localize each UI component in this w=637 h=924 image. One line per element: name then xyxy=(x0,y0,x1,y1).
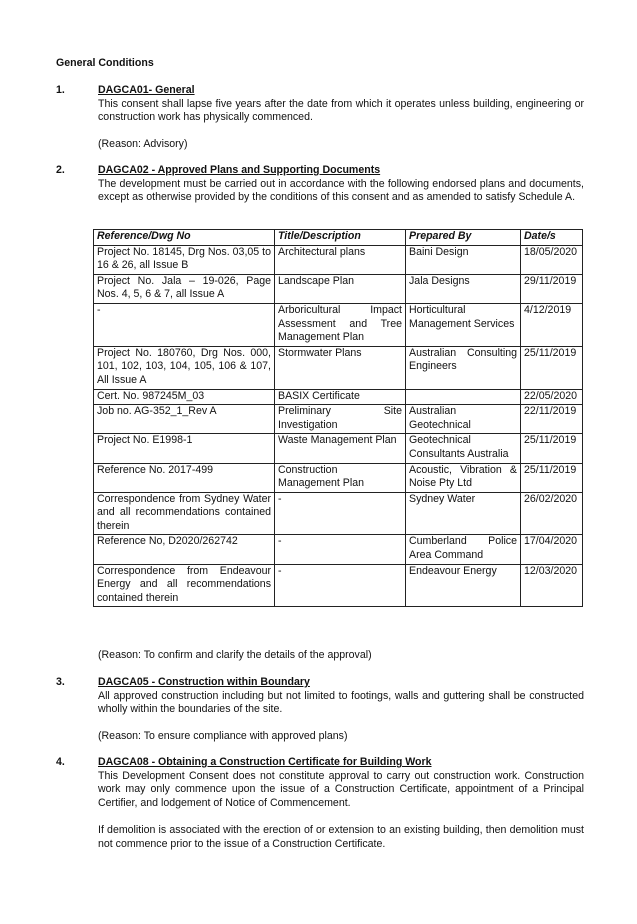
table-cell: 17/04/2020 xyxy=(521,535,583,564)
table-header-row xyxy=(94,230,583,246)
condition-2-reason-block xyxy=(56,649,584,663)
table-cell: Waste Management Plan xyxy=(275,434,406,463)
table-cell: Construction Management Plan xyxy=(275,463,406,492)
table-row xyxy=(94,274,583,303)
table-row xyxy=(94,564,583,607)
table-row xyxy=(94,389,583,405)
table-cell: Cert. No. 987245M_03 xyxy=(94,389,275,405)
table-cell: 29/11/2019 xyxy=(521,274,583,303)
table-cell: - xyxy=(275,564,406,607)
table-cell: Project No. E1998-1 xyxy=(94,434,275,463)
condition-body: This consent shall lapse five years after the date from which it operates unless building, engineering or construction work has physically commenced. xyxy=(98,97,584,124)
table-cell: - xyxy=(275,535,406,564)
table-cell: Endeavour Energy xyxy=(406,564,521,607)
table-cell: 22/11/2019 xyxy=(521,405,583,434)
table-cell: Baini Design xyxy=(406,245,521,274)
condition-number: 3. xyxy=(56,676,65,688)
table-cell xyxy=(406,389,521,405)
table-cell: Correspondence from Endeavour Energy and all recommendations contained therein xyxy=(94,564,275,607)
table-cell: 12/03/2020 xyxy=(521,564,583,607)
condition-reason: (Reason: To ensure compliance with approved plans) xyxy=(98,730,348,743)
table-row xyxy=(94,303,583,346)
condition-number: 2. xyxy=(56,164,65,176)
table-cell: Australian Geotechnical xyxy=(406,405,521,434)
approved-plans-table xyxy=(93,229,583,607)
table-cell: Sydney Water xyxy=(406,492,521,535)
table-row xyxy=(94,434,583,463)
table-cell: - xyxy=(94,303,275,346)
table-cell: 4/12/2019 xyxy=(521,303,583,346)
table-cell: Jala Designs xyxy=(406,274,521,303)
table-cell: Architectural plans xyxy=(275,245,406,274)
condition-body: This Development Consent does not constitute approval to carry out construction work. Construction work may only commence upon the issue of a Construction Certificate, appointment of a Principal Certifier, and lodgement of Notice of Commencement. xyxy=(98,769,584,809)
condition-3 xyxy=(56,676,584,744)
table-cell: Job no. AG-352_1_Rev A xyxy=(94,405,275,434)
condition-body: The development must be carried out in accordance with the following endorsed plans and documents, except as otherwise provided by the conditions of this consent and as amended to satisfy Schedule A. xyxy=(98,177,584,204)
table-cell: Landscape Plan xyxy=(275,274,406,303)
table-cell: Stormwater Plans xyxy=(275,346,406,389)
table-cell: Cumberland Police Area Command xyxy=(406,535,521,564)
table-cell: 25/11/2019 xyxy=(521,463,583,492)
condition-4 xyxy=(56,756,584,851)
table-row xyxy=(94,405,583,434)
condition-number: 4. xyxy=(56,756,65,768)
table-row xyxy=(94,346,583,389)
column-header: Prepared By xyxy=(406,230,521,246)
table-cell: Reference No. 2017-499 xyxy=(94,463,275,492)
table-row xyxy=(94,463,583,492)
table-row xyxy=(94,492,583,535)
table-cell: Horticultural Management Services xyxy=(406,303,521,346)
table-cell: Reference No, D2020/262742 xyxy=(94,535,275,564)
table-cell: Arboricultural Impact Assessment and Tree Management Plan xyxy=(275,303,406,346)
condition-title: DAGCA01- General xyxy=(98,84,195,96)
condition-title: DAGCA05 - Construction within Boundary xyxy=(98,676,310,688)
table-row xyxy=(94,535,583,564)
condition-2 xyxy=(56,164,584,205)
table-cell: Project No. 180760, Drg Nos. 000, 101, 102, 103, 104, 105, 106 & 107, All Issue A xyxy=(94,346,275,389)
condition-title: DAGCA08 - Obtaining a Construction Certificate for Building Work xyxy=(98,756,432,768)
table-cell: Preliminary Site Investigation xyxy=(275,405,406,434)
condition-body: All approved construction including but not limited to footings, walls and guttering shall be constructed wholly within the boundaries of the site. xyxy=(98,689,584,716)
condition-reason: (Reason: Advisory) xyxy=(98,138,188,151)
table-cell: Project No. 18145, Drg Nos. 03,05 to 16 & 26, all Issue B xyxy=(94,245,275,274)
column-header: Date/s xyxy=(521,230,583,246)
page-heading: General Conditions xyxy=(56,57,154,69)
table-cell: BASIX Certificate xyxy=(275,389,406,405)
table-cell: 18/05/2020 xyxy=(521,245,583,274)
table-cell: 25/11/2019 xyxy=(521,346,583,389)
table-cell: Geotechnical Consultants Australia xyxy=(406,434,521,463)
table-cell: - xyxy=(275,492,406,535)
table-cell: Project No. Jala – 19-026, Page Nos. 4, 5, 6 & 7, all Issue A xyxy=(94,274,275,303)
table-cell: 26/02/2020 xyxy=(521,492,583,535)
table-cell: Australian Consulting Engineers xyxy=(406,346,521,389)
condition-1 xyxy=(56,84,584,152)
table-cell: 22/05/2020 xyxy=(521,389,583,405)
column-header: Reference/Dwg No xyxy=(94,230,275,246)
table-cell: Acoustic, Vibration & Noise Pty Ltd xyxy=(406,463,521,492)
condition-title: DAGCA02 - Approved Plans and Supporting Documents xyxy=(98,164,381,176)
condition-number: 1. xyxy=(56,84,65,96)
column-header: Title/Description xyxy=(275,230,406,246)
condition-reason: (Reason: To confirm and clarify the details of the approval) xyxy=(98,649,372,661)
table-row xyxy=(94,245,583,274)
table-cell: Correspondence from Sydney Water and all recommendations contained therein xyxy=(94,492,275,535)
condition-body-2: If demolition is associated with the erection of or extension to an existing building, then demolition must not commence prior to the issue of a Construction Certificate. xyxy=(98,823,584,850)
table-cell: 25/11/2019 xyxy=(521,434,583,463)
